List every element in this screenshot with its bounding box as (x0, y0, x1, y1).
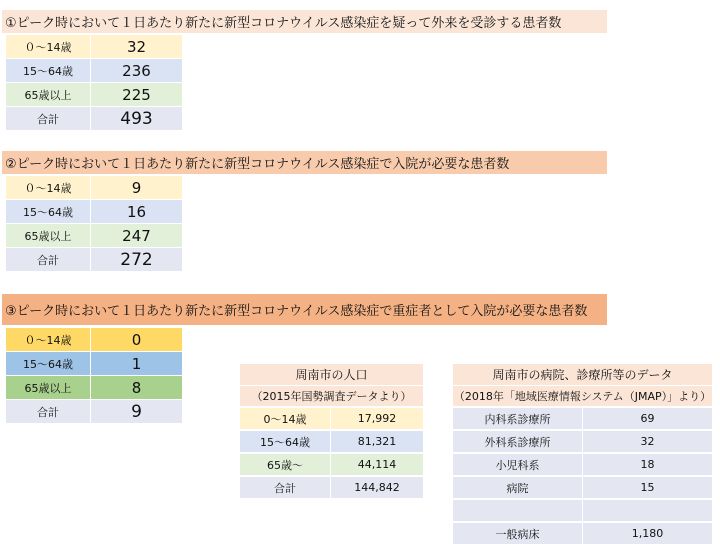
row-value: 225 (91, 83, 182, 106)
table-row (240, 431, 423, 452)
row-value: 0 (91, 328, 182, 351)
row-label: 病院 (453, 477, 582, 498)
row-value: 236 (91, 59, 182, 82)
table-row (6, 248, 182, 271)
row-value: 17,992 (331, 408, 423, 429)
row-label: 65歳以上 (6, 376, 90, 399)
row-total-value: 493 (91, 107, 182, 130)
section2-title: ②ピーク時において１日あたり新たに新型コロナウイルス感染症で入院が必要な患者数 (2, 151, 607, 174)
row-value: 247 (91, 224, 182, 247)
row-label: 15～64歳 (240, 431, 330, 452)
row-label: 合計 (6, 400, 90, 423)
table-row (453, 500, 712, 521)
row-label: 65歳以上 (6, 83, 90, 106)
table-row (240, 477, 423, 498)
table-row (6, 400, 182, 423)
section1-table (6, 35, 182, 131)
row-label: 外科系診療所 (453, 431, 582, 452)
row-value: 15 (583, 477, 712, 498)
table-row (6, 107, 182, 130)
row-label: 15～64歳 (6, 200, 90, 223)
row-label (453, 500, 582, 521)
row-label: 合計 (6, 248, 90, 271)
row-label: 内科系診療所 (453, 408, 582, 429)
row-value: 9 (91, 176, 182, 199)
row-label: ０～14歳 (6, 176, 90, 199)
section1-title: ①ピーク時において１日あたり新たに新型コロナウイルス感染症を疑って外来を受診する患者数 (2, 10, 607, 33)
row-value: 1 (91, 352, 182, 375)
row-label: 合計 (6, 107, 90, 130)
hospital-title: 周南市の病院、診療所等のデータ (453, 364, 712, 385)
row-value: 144,842 (331, 477, 423, 498)
table-row (240, 454, 423, 475)
row-value: 81,321 (331, 431, 423, 452)
row-label: 0～14歳 (240, 408, 330, 429)
row-label: ０～14歳 (6, 35, 90, 58)
row-value: 44,114 (331, 454, 423, 475)
table-row (453, 408, 712, 429)
row-label: 一般病床 (453, 523, 582, 544)
row-value: 32 (91, 35, 182, 58)
table-row (6, 83, 182, 106)
row-total-value: 9 (91, 400, 182, 423)
table-row (6, 200, 182, 223)
table-row (6, 376, 182, 399)
row-value: 16 (91, 200, 182, 223)
row-value: 8 (91, 376, 182, 399)
row-value: 69 (583, 408, 712, 429)
table-row (240, 408, 423, 429)
row-value: 1,180 (583, 523, 712, 544)
population-subtitle: （2015年国勢調査データより） (240, 386, 423, 406)
section2-table (6, 176, 182, 272)
row-label: 15～64歳 (6, 59, 90, 82)
table-row (6, 224, 182, 247)
row-label: 15～64歳 (6, 352, 90, 375)
hospital-table (453, 364, 712, 544)
row-value: 32 (583, 431, 712, 452)
row-label: 合計 (240, 477, 330, 498)
population-title: 周南市の人口 (240, 364, 423, 385)
row-value (583, 500, 712, 521)
table-row (6, 352, 182, 375)
hospital-subtitle: （2018年「地域医療情報システム（JMAP）」より） (453, 386, 712, 406)
table-row (6, 328, 182, 351)
row-total-value: 272 (91, 248, 182, 271)
table-row (6, 176, 182, 199)
table-row (6, 35, 182, 58)
section3-table (6, 328, 182, 424)
row-label: ０～14歳 (6, 328, 90, 351)
row-label: 65歳～ (240, 454, 330, 475)
table-row (6, 59, 182, 82)
table-row (453, 431, 712, 452)
row-label: 65歳以上 (6, 224, 90, 247)
population-table (240, 364, 423, 498)
section3-title: ③ピーク時において１日あたり新たに新型コロナウイルス感染症で重症者として入院が必要な患者数 (2, 294, 607, 325)
row-value: 18 (583, 454, 712, 475)
table-row (453, 477, 712, 498)
row-label: 小児科系 (453, 454, 582, 475)
table-row (453, 454, 712, 475)
